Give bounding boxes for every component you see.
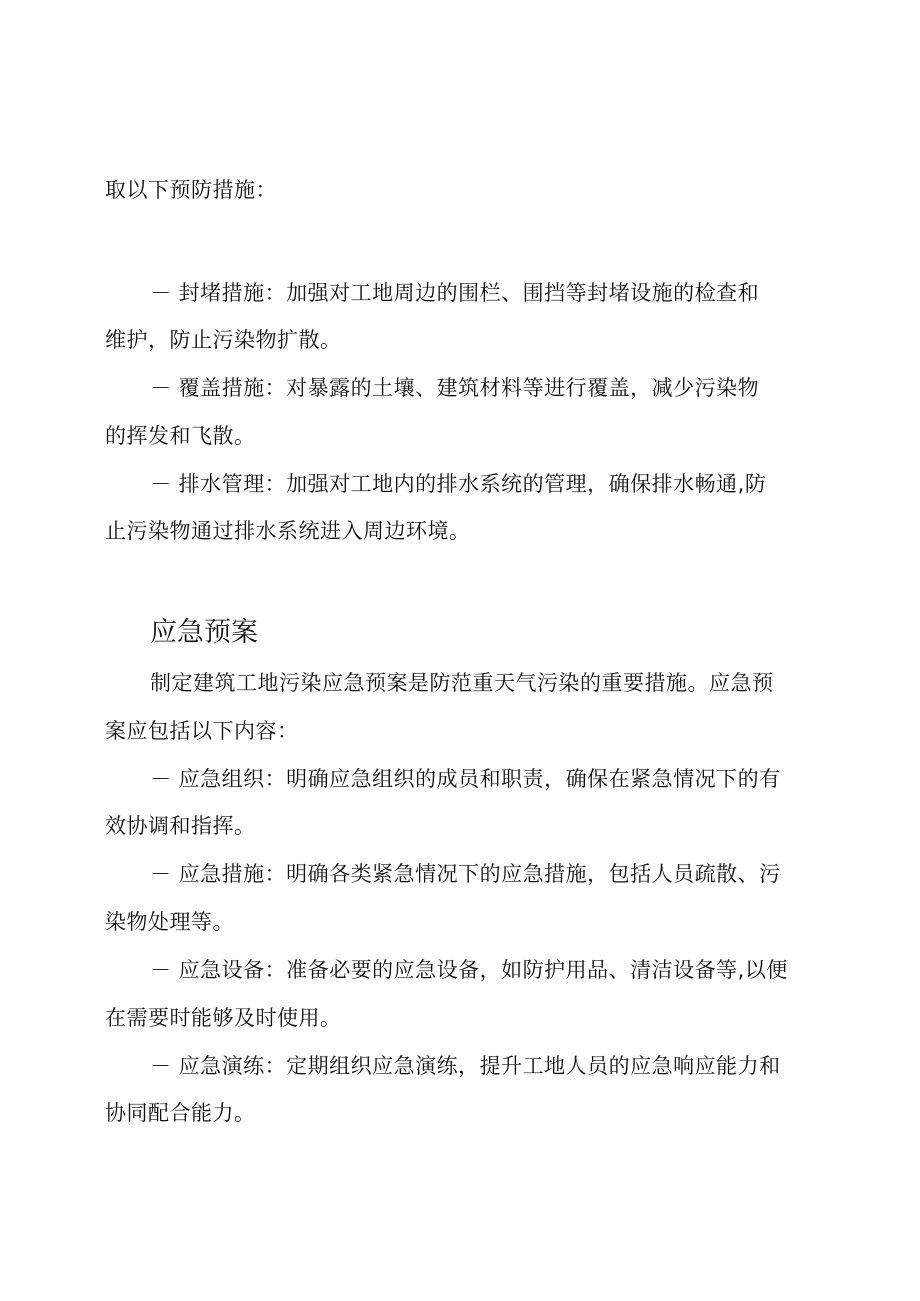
emergency-item-2-line2: 染物处理等。 xyxy=(105,910,234,934)
section-heading: 应急预案 xyxy=(150,617,258,648)
emergency-item-4-line2: 协同配合能力。 xyxy=(105,1101,256,1125)
prevention-item-2-line1: － 覆盖措施：对暴露的土壤、建筑材料等进行覆盖，减少污染物 xyxy=(150,376,760,400)
prevention-item-2-line2: 的挥发和飞散。 xyxy=(105,424,256,448)
section-intro-line1: 制定建筑工地污染应急预案是防范重天气污染的重要措施。应急预 xyxy=(150,671,774,695)
emergency-item-3-line1: － 应急设备：准备必要的应急设备，如防护用品、清洁设备等,以便 xyxy=(150,958,788,982)
prevention-item-1-line2: 维护，防止污染物扩散。 xyxy=(105,328,342,352)
emergency-item-4-line1: － 应急演练：定期组织应急演练，提升工地人员的应急响应能力和 xyxy=(150,1054,781,1078)
prevention-item-3-line1: － 排水管理：加强对工地内的排水系统的管理，确保排水畅通,防 xyxy=(150,472,767,496)
section-intro-line2: 案应包括以下内容： xyxy=(105,719,299,743)
emergency-item-3-line2: 在需要时能够及时使用。 xyxy=(105,1006,342,1030)
emergency-item-1-line1: － 应急组织：明确应急组织的成员和职责，确保在紧急情况下的有 xyxy=(150,767,781,791)
intro-text: 取以下预防措施： xyxy=(105,178,277,202)
prevention-item-3-line2: 止污染物通过排水系统进入周边环境。 xyxy=(105,519,471,543)
prevention-item-1-line1: － 封堵措施：加强对工地周边的围栏、围挡等封堵设施的检查和 xyxy=(150,281,760,305)
emergency-item-2-line1: － 应急措施：明确各类紧急情况下的应急措施，包括人员疏散、污 xyxy=(150,862,781,886)
emergency-item-1-line2: 效协调和指挥。 xyxy=(105,814,256,838)
